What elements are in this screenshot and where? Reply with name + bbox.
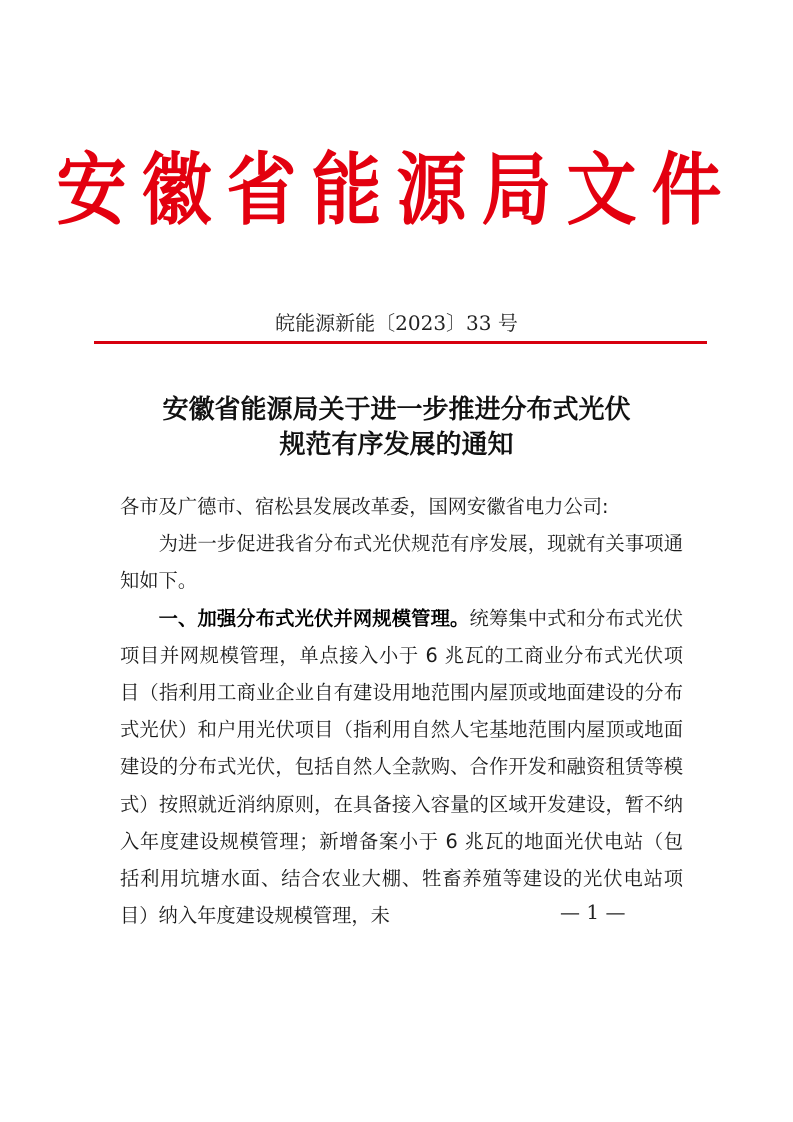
document-title-line-2: 规范有序发展的通知 — [279, 430, 514, 460]
document-number: 皖能源新能〔2023〕33 号 — [275, 311, 518, 335]
red-divider — [94, 341, 707, 344]
section-1-text: 统筹集中式和分布式光伏项目并网规模管理，单点接入小于 6 兆瓦的工商业分布式光伏项目（指利用工商业企业自有建设用地范围内屋顶或地面建设的分布式光伏）和户用光伏项目（指利用自然人宅基地范围内屋顶或地面建设的分布式光伏，包括自然人全款购、合作开发和融资租赁等模式）按照就近消纳原则，在具备接入容量的区域开发建设，暂不纳入年度建设规模管理；新增备案小于 6 兆瓦的地面光伏电站（包括利用坑塘水面、结合农业大棚、牲畜养殖等建设的光伏电站项目）纳入年度建设规模管理，未 — [120, 606, 684, 928]
document-body — [120, 488, 683, 934]
section-1-heading: 一、加强分布式光伏并网规模管理。 — [158, 606, 470, 630]
document-title-line-1: 安徽省能源局关于进一步推进分布式光伏 — [162, 395, 631, 425]
document-header-title: 安徽省能源局文件 — [56, 144, 737, 237]
intro-paragraph: 为进一步促进我省分布式光伏规范有序发展，现就有关事项通知如下。 — [120, 532, 683, 593]
section-1-paragraph — [120, 600, 683, 935]
page-number: — 1 — — [560, 900, 626, 924]
addressee: 各市及广德市、宿松县发展改革委，国网安徽省电力公司: — [120, 495, 609, 518]
